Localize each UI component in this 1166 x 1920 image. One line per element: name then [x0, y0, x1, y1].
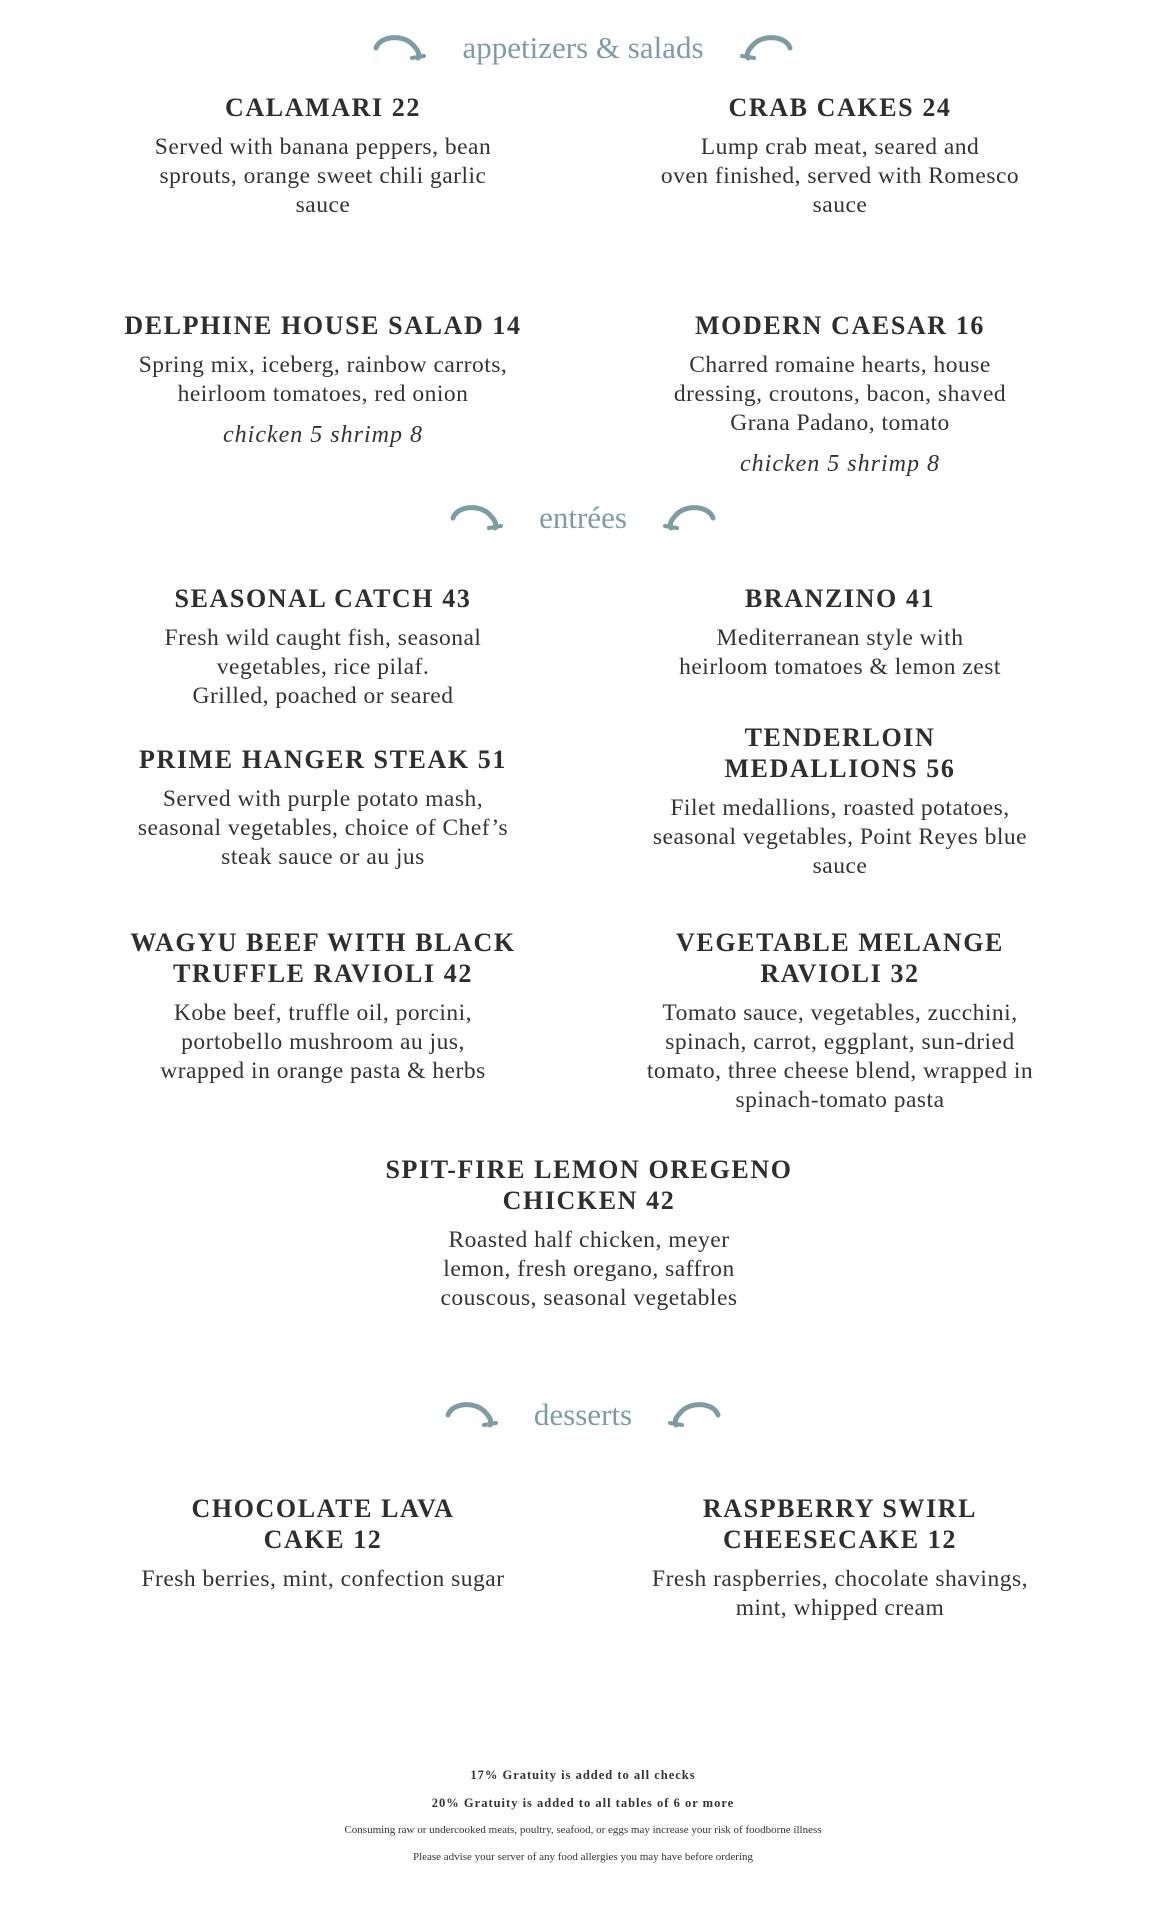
item-description-line: Fresh wild caught fish, seasonal: [164, 625, 482, 651]
item-title: [53, 92, 593, 123]
item-description-line: sauce: [812, 192, 868, 218]
item-title: [53, 1493, 593, 1555]
item-description-line: tomato, three cheese blend, wrapped in: [646, 1058, 1034, 1084]
item-description-line: steak sauce or au jus: [221, 844, 425, 870]
item-description-line: wrapped in orange pasta & herbs: [160, 1058, 486, 1084]
item-description-line: Served with banana peppers, bean: [154, 134, 492, 160]
flourish-right-icon: [653, 502, 717, 540]
item-description: [570, 1565, 1110, 1623]
item-title-line: CHICKEN 42: [502, 1186, 676, 1215]
item-addons: chicken 5 shrimp 8: [740, 451, 940, 477]
item-title-line: TRUFFLE RAVIOLI 42: [173, 959, 473, 988]
item-description-line: seasonal vegetables, choice of Chef’s: [137, 815, 509, 841]
item-title: [53, 583, 593, 614]
flourish-left-icon: [444, 1399, 508, 1437]
item-description: [319, 1226, 859, 1313]
item-title-line: SEASONAL CATCH 43: [174, 584, 472, 613]
item-description: [53, 1565, 593, 1594]
menu-item: [570, 310, 1110, 479]
menu-item: [570, 722, 1110, 881]
item-title-line: MODERN CAESAR 16: [695, 311, 985, 340]
item-title-line: MEDALLIONS 56: [724, 754, 956, 783]
item-description-line: couscous, seasonal vegetables: [440, 1285, 738, 1311]
item-description: [53, 785, 593, 872]
item-description-line: heirloom tomatoes, red onion: [177, 381, 469, 407]
item-description-line: heirloom tomatoes & lemon zest: [679, 654, 1001, 680]
item-description: [53, 351, 593, 409]
item-description-line: Fresh raspberries, chocolate shavings,: [652, 1566, 1028, 1592]
item-description: [53, 999, 593, 1086]
item-description-line: Roasted half chicken, meyer: [448, 1227, 730, 1253]
item-description-line: Lump crab meat, seared and: [700, 134, 980, 160]
menu-item: [53, 583, 593, 711]
item-title: [53, 744, 593, 775]
section-heading-text: appetizers & salads: [462, 30, 704, 65]
flourish-left-icon: [372, 32, 436, 70]
menu-item: [570, 1493, 1110, 1623]
footer-note: 20% Gratuity is added to all tables of 6 or more: [431, 1796, 735, 1810]
menu-item: [570, 583, 1110, 682]
section-heading-text: desserts: [533, 1397, 633, 1432]
item-description-line: lemon, fresh oregano, saffron: [443, 1256, 735, 1282]
flourish-right-icon: [730, 32, 794, 70]
item-title-line: SPIT-FIRE LEMON OREGENO: [385, 1155, 793, 1184]
section-heading-text: entrées: [539, 500, 627, 535]
item-title: [570, 927, 1110, 989]
menu-item: [53, 310, 593, 450]
item-description-line: dressing, croutons, bacon, shaved: [673, 381, 1007, 407]
item-title-line: TENDERLOIN: [744, 723, 936, 752]
item-description-line: sauce: [812, 853, 868, 879]
item-description-line: mint, whipped cream: [735, 1595, 945, 1621]
item-description: [570, 999, 1110, 1115]
item-title-line: VEGETABLE MELANGE: [676, 928, 1004, 957]
item-description-line: Fresh berries, mint, confection sugar: [141, 1566, 505, 1592]
item-title-line: BRANZINO 41: [744, 584, 936, 613]
footer-note: Consuming raw or undercooked meats, poultry, seafood, or eggs may increase your risk of foodborne illness: [344, 1824, 822, 1836]
item-title-line: CAKE 12: [263, 1525, 383, 1554]
item-addons: chicken 5 shrimp 8: [223, 422, 423, 448]
item-description: [570, 133, 1110, 220]
section-heading: [0, 500, 1166, 540]
menu-item: [53, 744, 593, 872]
section-heading: [0, 30, 1166, 70]
item-title: [53, 927, 593, 989]
menu-item: [53, 92, 593, 220]
item-title-line: RAVIOLI 32: [760, 959, 920, 988]
item-description-line: vegetables, rice pilaf.: [216, 654, 430, 680]
item-description-line: spinach, carrot, eggplant, sun-dried: [665, 1029, 1015, 1055]
footer-note: 17% Gratuity is added to all checks: [470, 1768, 696, 1782]
menu-item: [570, 92, 1110, 220]
item-title-line: WAGYU BEEF WITH BLACK: [130, 928, 516, 957]
item-title: [570, 583, 1110, 614]
item-title: [319, 1154, 859, 1216]
item-title: [570, 310, 1110, 341]
section-heading: [0, 1397, 1166, 1437]
footer-note: Please advise your server of any food allergies you may have before ordering: [412, 1851, 754, 1863]
item-description-line: Grana Padano, tomato: [730, 410, 950, 436]
item-title-line: CALAMARI 22: [225, 93, 421, 122]
item-title-line: CHOCOLATE LAVA: [191, 1494, 455, 1523]
item-description-line: Mediterranean style with: [716, 625, 964, 651]
item-description-line: spinach-tomato pasta: [735, 1087, 945, 1113]
item-title-line: PRIME HANGER STEAK 51: [138, 745, 508, 774]
item-title: [570, 1493, 1110, 1555]
item-description-line: Spring mix, iceberg, rainbow carrots,: [138, 352, 508, 378]
item-description: [570, 351, 1110, 438]
flourish-right-icon: [658, 1399, 722, 1437]
menu-item: [53, 927, 593, 1086]
menu-item: [53, 1493, 593, 1594]
menu-item: [319, 1154, 859, 1313]
item-description-line: Tomato sauce, vegetables, zucchini,: [662, 1000, 1018, 1026]
item-description-line: Kobe beef, truffle oil, porcini,: [173, 1000, 473, 1026]
flourish-left-icon: [449, 502, 513, 540]
item-title: [570, 92, 1110, 123]
item-title-line: CHEESECAKE 12: [723, 1525, 957, 1554]
item-description-line: sprouts, orange sweet chili garlic: [159, 163, 487, 189]
item-title-line: RASPBERRY SWIRL: [702, 1494, 978, 1523]
item-description-line: seasonal vegetables, Point Reyes blue: [652, 824, 1028, 850]
item-description: [53, 133, 593, 220]
item-description: [570, 794, 1110, 881]
item-description: [53, 624, 593, 711]
item-title: [53, 310, 593, 341]
item-description-line: portobello mushroom au jus,: [181, 1029, 465, 1055]
item-description-line: oven finished, served with Romesco: [660, 163, 1020, 189]
item-description-line: Served with purple potato mash,: [162, 786, 484, 812]
item-description-line: Charred romaine hearts, house: [689, 352, 991, 378]
item-description: [570, 624, 1110, 682]
item-description-line: sauce: [295, 192, 351, 218]
item-description-line: Grilled, poached or seared: [192, 683, 454, 709]
item-title-line: CRAB CAKES 24: [728, 93, 952, 122]
menu-item: [570, 927, 1110, 1115]
item-title-line: DELPHINE HOUSE SALAD 14: [124, 311, 522, 340]
item-title: [570, 722, 1110, 784]
item-description-line: Filet medallions, roasted potatoes,: [670, 795, 1010, 821]
